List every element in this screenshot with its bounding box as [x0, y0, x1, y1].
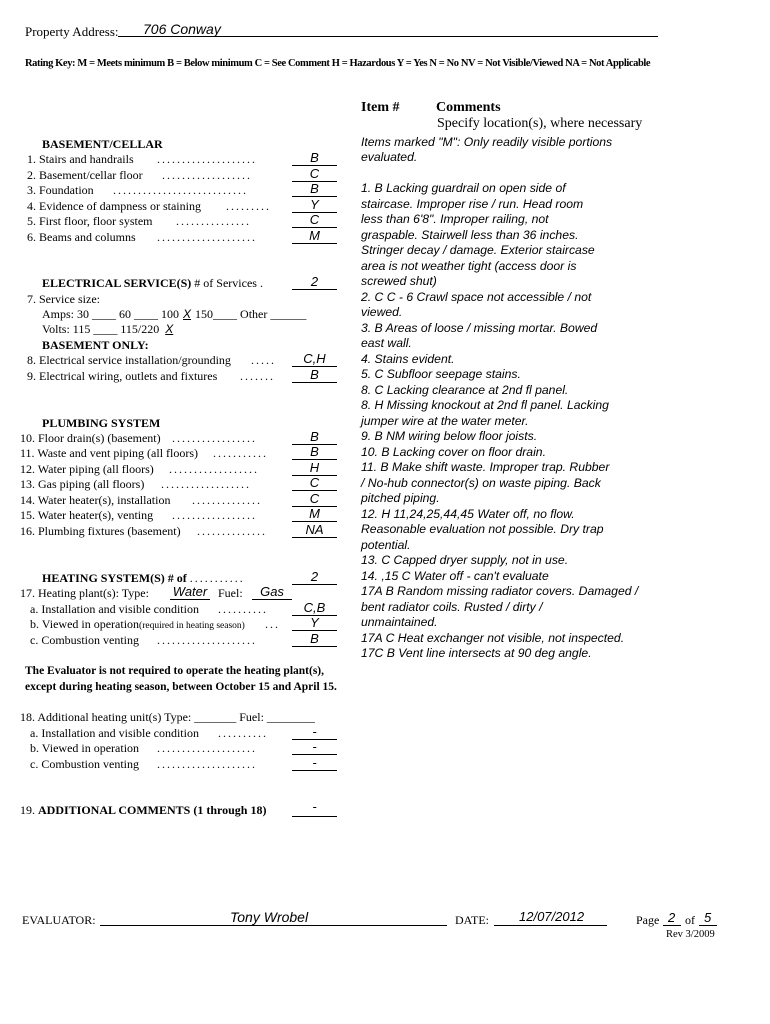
- leader-dots: ..............: [192, 493, 262, 507]
- plumbing-row-13: [20, 477, 144, 492]
- item-label: Water heater(s), venting: [37, 508, 154, 522]
- item-label: Service size:: [39, 292, 100, 306]
- evaluator-name[interactable]: Tony Wrobel: [230, 909, 309, 925]
- comment-line: jumper wire at the water meter.: [361, 414, 529, 428]
- rating-value[interactable]: B: [310, 631, 319, 646]
- heating-sub-c: [30, 633, 139, 648]
- item-label: Water piping (all floors): [37, 462, 154, 476]
- heating-notice-line-2: except during heating season, between October 15 and April 15.: [25, 681, 337, 693]
- heating-section-title-row: [42, 571, 245, 586]
- comment-line: 11. B Make shift waste. Improper trap. Rubber: [361, 460, 610, 474]
- leader-dots: ..................: [162, 168, 252, 182]
- item-label: Water heater(s), installation: [37, 493, 171, 507]
- rating-value[interactable]: M: [309, 506, 320, 521]
- heating-section-title: HEATING SYSTEM(S) # of: [42, 571, 187, 585]
- item-label: Electrical wiring, outlets and fixtures: [39, 369, 218, 383]
- item-number: 6.: [27, 230, 36, 244]
- volts-label: Volts: 115 ____ 115/220: [42, 322, 160, 336]
- comment-line: 4. Stains evident.: [361, 352, 455, 366]
- item-label: First floor, floor system: [39, 214, 153, 228]
- comment-line: 13. C Capped dryer supply, not in use.: [361, 553, 569, 567]
- evaluator-underline: [100, 925, 447, 926]
- comment-line: area is not weather tight (access door is: [361, 259, 577, 273]
- num-services-label: # of Services: [194, 276, 257, 290]
- comment-line: Reasonable evaluation not possible. Dry trap: [361, 522, 604, 536]
- rating-underline: [292, 770, 337, 771]
- item-number: 9.: [27, 369, 36, 383]
- rating-value[interactable]: C,B: [303, 600, 326, 615]
- leader-dots: .......: [240, 369, 275, 383]
- heating-sub-b: [30, 617, 245, 632]
- item-number: 10.: [20, 431, 35, 445]
- leader-dots: ..................: [169, 462, 259, 476]
- comment-line: viewed.: [361, 305, 403, 319]
- item-number: 2.: [27, 168, 36, 182]
- item-number: 1.: [27, 152, 36, 166]
- comment-line: 8. H Missing knockout at 2nd fl panel. Lacking: [361, 398, 609, 412]
- leader-dots: ..............: [197, 524, 267, 538]
- rating-underline: [292, 584, 337, 585]
- item-number: b.: [30, 617, 39, 631]
- amps-row: [42, 307, 306, 322]
- additional-heating-sub-b: [30, 741, 139, 756]
- item-label: Installation and visible condition: [41, 602, 199, 616]
- leader-dots: ...........................: [113, 183, 248, 197]
- additional-heating-sub-a: [30, 726, 199, 741]
- item-label: Gas piping (all floors): [38, 477, 145, 491]
- leader-dots: ....................: [157, 152, 257, 166]
- page-total-underline: [699, 925, 717, 926]
- rating-value[interactable]: C: [309, 166, 320, 181]
- electrical-row-8: [27, 353, 231, 368]
- item-label: Foundation: [39, 183, 94, 197]
- heating-count-value[interactable]: 2: [310, 569, 319, 584]
- item-number: c.: [30, 757, 39, 771]
- rating-value[interactable]: C: [309, 491, 320, 506]
- rating-value[interactable]: C: [309, 475, 320, 490]
- comment-line: 17A B Random missing radiator covers. Damaged /: [361, 584, 639, 598]
- item-label: Beams and columns: [39, 230, 136, 244]
- revision-label: Rev 3/2009: [666, 929, 715, 940]
- additional-comments-value[interactable]: -: [312, 799, 317, 814]
- plumbing-row-15: [20, 508, 153, 523]
- comment-line: 3. B Areas of loose / missing mortar. Bowed: [361, 321, 598, 335]
- additional-heating-sub-c: [30, 757, 139, 772]
- basement-row-3: [27, 183, 94, 198]
- rating-value[interactable]: B: [310, 367, 319, 382]
- comment-line: bent radiator coils. Rusted / dirty /: [361, 600, 543, 614]
- comment-line: Items marked "M": Only readily visible portions: [361, 135, 613, 149]
- page-number-underline: [663, 925, 681, 926]
- comment-line: / No-hub connector(s) on waste piping. Back: [361, 476, 601, 490]
- comment-line: staircase. Improper rise / run. Head room: [361, 197, 584, 211]
- item-number: b.: [30, 741, 39, 755]
- leader-dots: ...: [265, 617, 280, 631]
- item-label: Heating plant(s): Type:: [38, 586, 149, 600]
- property-address-value[interactable]: 706 Conway: [143, 21, 221, 37]
- item-number: 18.: [20, 710, 35, 724]
- comment-line: Stringer decay / damage. Exterior staircase: [361, 243, 595, 257]
- volts-row: [42, 322, 179, 337]
- evaluator-label: EVALUATOR:: [22, 913, 96, 927]
- comments-header: Comments: [436, 100, 501, 115]
- basement-row-1: [27, 152, 134, 167]
- leader-dots: .....: [251, 353, 276, 367]
- comment-line: east wall.: [361, 336, 412, 350]
- specify-location-header: Specify location(s), where necessary: [437, 116, 643, 131]
- leader-dots: ...........: [213, 446, 268, 460]
- item-note: (required in heating season): [139, 621, 245, 631]
- rating-underline: [292, 646, 337, 647]
- date-value[interactable]: 12/07/2012: [519, 909, 585, 924]
- comment-line: potential.: [361, 538, 411, 552]
- rating-value[interactable]: M: [309, 228, 320, 243]
- item-label: ADDITIONAL COMMENTS (1 through 18): [38, 803, 267, 817]
- rating-value[interactable]: C,H: [303, 351, 326, 366]
- item-number: 3.: [27, 183, 36, 197]
- comment-line: 5. C Subfloor seepage stains.: [361, 367, 521, 381]
- heating-plant-row: [20, 586, 149, 601]
- of-label: of: [685, 913, 695, 927]
- leader-dots: ..................: [161, 477, 251, 491]
- item-number: a.: [30, 602, 39, 616]
- item-number: 12.: [20, 462, 35, 476]
- amps-label: Amps: 30 ____ 60 ____ 100: [42, 307, 180, 321]
- comment-line: 14. ,15 C Water off - can't evaluate: [361, 569, 549, 583]
- fuel-underline: [252, 599, 292, 600]
- item-label: Combustion venting: [41, 757, 139, 771]
- comment-line: evaluated.: [361, 150, 418, 164]
- item-number: 15.: [20, 508, 35, 522]
- electrical-row-9: [27, 369, 217, 384]
- leader-dots: ..........: [218, 726, 268, 740]
- plumbing-row-16: [20, 524, 181, 539]
- date-label: DATE:: [455, 913, 489, 927]
- item-label: Viewed in operation: [41, 617, 140, 631]
- comment-line: 9. B NM wiring below floor joists.: [361, 429, 538, 443]
- rating-value[interactable]: C: [309, 212, 320, 227]
- item-number: 5.: [27, 214, 36, 228]
- item-number: a.: [30, 726, 39, 740]
- item-number: c.: [30, 633, 39, 647]
- electrical-section-title-row: ELECTRICAL SERVICE(S) # of Services .: [42, 276, 263, 290]
- rating-value[interactable]: B: [310, 429, 319, 444]
- heating-type-value[interactable]: Water: [172, 584, 208, 599]
- item-number: 13.: [20, 477, 35, 491]
- heating-sub-a: [30, 602, 199, 617]
- additional-comments-row: [20, 803, 266, 818]
- num-services-value[interactable]: 2: [310, 274, 319, 289]
- plumbing-row-12: [20, 462, 154, 477]
- item-label: Installation and visible condition: [41, 726, 199, 740]
- comment-line: 12. H 11,24,25,44,45 Water off, no flow.: [361, 507, 575, 521]
- rating-underline: [292, 382, 337, 383]
- service-size-row: [27, 292, 100, 307]
- leader-dots: .........: [226, 199, 271, 213]
- basement-row-2: [27, 168, 143, 183]
- rating-value[interactable]: -: [312, 755, 317, 770]
- amps-rest: 150____ Other ______: [195, 307, 307, 321]
- plumbing-row-10: [20, 431, 161, 446]
- comment-line: 1. B Lacking guardrail on open side of: [361, 181, 566, 195]
- comment-line: 8. C Lacking clearance at 2nd fl panel.: [361, 383, 569, 397]
- item-label: Plumbing fixtures (basement): [38, 524, 181, 538]
- leader-dots: ...............: [176, 214, 251, 228]
- rating-value[interactable]: B: [310, 150, 319, 165]
- amps-mark[interactable]: X: [183, 307, 192, 321]
- item-number: 14.: [20, 493, 35, 507]
- item-number: 7.: [27, 292, 36, 306]
- item-label: Viewed in operation: [41, 741, 140, 755]
- item-number: 4.: [27, 199, 36, 213]
- leader-dots: .................: [172, 508, 257, 522]
- item-label: Combustion venting: [41, 633, 139, 647]
- leader-dots: ....................: [157, 757, 257, 771]
- comment-line: screwed shut): [361, 274, 437, 288]
- fuel-label: Fuel:: [218, 586, 243, 600]
- heating-fuel-value[interactable]: Gas: [260, 584, 284, 599]
- property-address-label: Property Address:: [25, 24, 119, 39]
- comment-line: 17A C Heat exchanger not visible, not inspected.: [361, 631, 625, 645]
- leader-dots: .................: [172, 431, 257, 445]
- date-underline: [494, 925, 607, 926]
- plumbing-row-11: [20, 446, 198, 461]
- rating-underline: [292, 537, 337, 538]
- page-total[interactable]: 5: [704, 910, 712, 925]
- rating-value[interactable]: H: [309, 460, 320, 475]
- rating-value[interactable]: NA: [305, 522, 324, 537]
- comment-line: 17C B Vent line intersects at 90 deg angle.: [361, 646, 592, 660]
- volts-mark[interactable]: X: [165, 322, 174, 336]
- type-underline: [170, 599, 210, 600]
- item-number-header: Item #: [361, 100, 400, 115]
- basement-only-label: BASEMENT ONLY:: [42, 338, 149, 352]
- item-label: Electrical service installation/grounding: [39, 353, 231, 367]
- leader-dots: ....................: [157, 230, 257, 244]
- rating-underline: [292, 243, 337, 244]
- item-label: Floor drain(s) (basement): [38, 431, 161, 445]
- item-label: Additional heating unit(s) Type: _______ Fuel: ________: [37, 710, 315, 724]
- rating-underline: [292, 816, 337, 817]
- item-label: Waste and vent piping (all floors): [37, 446, 199, 460]
- rating-value[interactable]: Y: [310, 615, 319, 630]
- item-label: Evidence of dampness or staining: [39, 199, 201, 213]
- plumbing-row-14: [20, 493, 170, 508]
- leader-dots: ....................: [157, 741, 257, 755]
- item-number: 17.: [20, 586, 35, 600]
- rating-value[interactable]: B: [310, 444, 319, 459]
- comment-line: unmaintained.: [361, 615, 438, 629]
- item-label: Stairs and handrails: [39, 152, 134, 166]
- leader-dots: ..........: [218, 602, 268, 616]
- electrical-section-title: ELECTRICAL SERVICE(S): [42, 276, 192, 290]
- comment-line: 10. B Lacking cover on floor drain.: [361, 445, 546, 459]
- basement-row-6: [27, 230, 136, 245]
- rating-key: Rating Key: M = Meets minimum B = Below minimum C = See Comment H = Hazardous Y = Yes N = No NV = Not Visible/Viewed NA = Not Applicable: [25, 58, 651, 69]
- comment-line: pitched piping.: [361, 491, 440, 505]
- basement-row-4: [27, 199, 201, 214]
- item-number: 8.: [27, 353, 36, 367]
- leader-dots: ....................: [157, 633, 257, 647]
- leader-dots: ...........: [189, 571, 245, 585]
- item-number: 19.: [20, 803, 35, 817]
- rating-value[interactable]: B: [310, 181, 319, 196]
- plumbing-section-title: PLUMBING SYSTEM: [42, 416, 161, 430]
- heating-notice-line-1: The Evaluator is not required to operate the heating plant(s),: [25, 665, 325, 677]
- rating-underline: [292, 289, 337, 290]
- comment-line: 2. C C - 6 Crawl space not accessible / not: [361, 290, 592, 304]
- basement-section-title: BASEMENT/CELLAR: [42, 137, 163, 151]
- basement-row-5: [27, 214, 153, 229]
- rating-value[interactable]: -: [312, 739, 317, 754]
- rating-value[interactable]: -: [312, 724, 317, 739]
- item-label: Basement/cellar floor: [39, 168, 143, 182]
- item-number: 16.: [20, 524, 35, 538]
- page-number[interactable]: 2: [668, 910, 676, 925]
- additional-heating-row: [20, 710, 315, 725]
- rating-value[interactable]: Y: [310, 197, 319, 212]
- comment-line: less than 6'8". Improper railing, not: [361, 212, 549, 226]
- page-label: Page: [636, 913, 660, 927]
- comment-line: graspable. Stairwell less than 36 inches.: [361, 228, 579, 242]
- item-number: 11.: [20, 446, 35, 460]
